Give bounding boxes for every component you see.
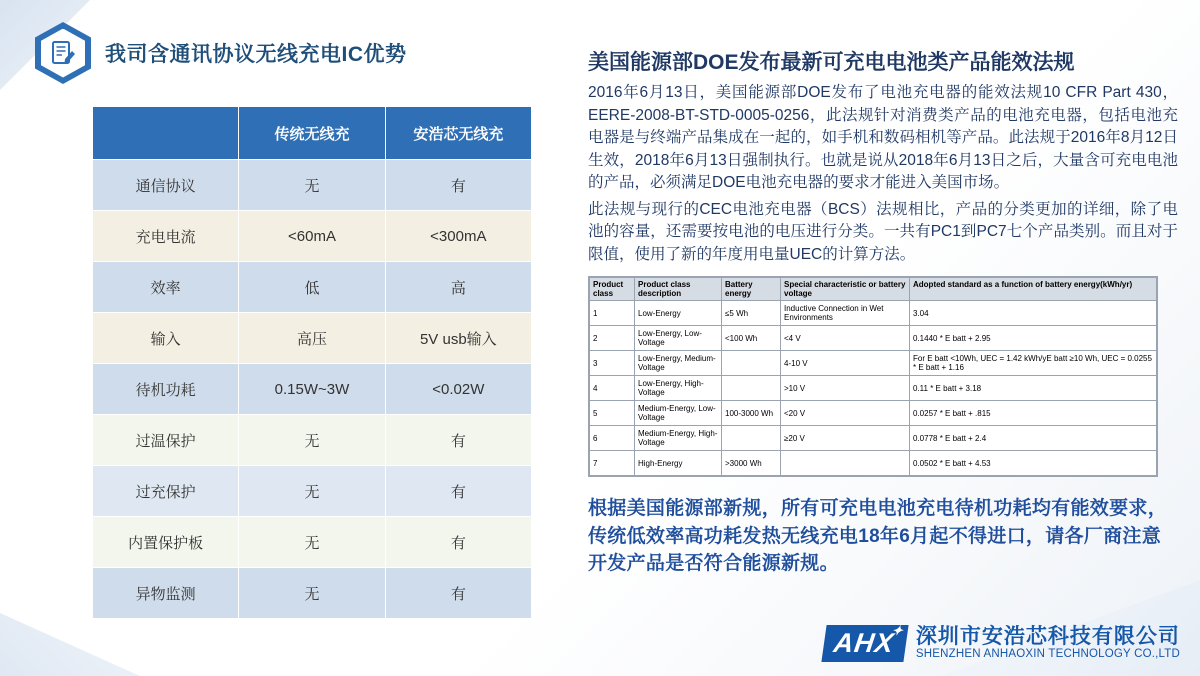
table-row [93,415,532,466]
cell-ahx: 有 [385,517,531,568]
doe-cell-special: <4 V [781,326,910,351]
doe-cell-class: 4 [590,376,635,401]
comparison-table [92,106,532,619]
doe-cell-energy [722,351,781,376]
row-label: 效率 [93,262,239,313]
row-label: 充电电流 [93,211,239,262]
row-label: 过充保护 [93,466,239,517]
cell-traditional: 无 [239,415,385,466]
cell-traditional: 低 [239,262,385,313]
doe-col-special-characteristic: Special characteristic or battery voltage [781,278,910,301]
doe-col-battery-energy: Battery energy [722,278,781,301]
company-name-en: SHENZHEN ANHAOXIN TECHNOLOGY CO.,LTD [915,648,1180,661]
doe-cell-standard: 0.0502 * E batt + 4.53 [910,451,1157,476]
table-row [93,262,532,313]
cell-traditional: 无 [239,160,385,211]
slide-title-row [35,22,550,84]
doe-table-row [590,376,1157,401]
company-logo [824,625,1180,662]
column-header-traditional: 传统无线充 [239,107,385,160]
doe-col-description: Product class description [635,278,722,301]
column-header-ahx: 安浩芯无线充 [385,107,531,160]
doe-table-row [590,351,1157,376]
cell-ahx: <300mA [385,211,531,262]
company-name-cn: 深圳市安浩芯科技有限公司 [915,625,1180,649]
row-label: 待机功耗 [93,364,239,415]
doe-cell-special: ≥20 V [781,426,910,451]
cell-ahx: <0.02W [385,364,531,415]
doe-cell-special: <20 V [781,401,910,426]
table-header-row [93,107,532,160]
table-row [93,313,532,364]
table-row [93,211,532,262]
doe-cell-special: >10 V [781,376,910,401]
doe-cell-class: 5 [590,401,635,426]
cell-traditional: 无 [239,568,385,619]
doe-cell-standard: 3.04 [910,301,1157,326]
table-row [93,364,532,415]
doe-cell-standard: 0.1440 * E batt + 2.95 [910,326,1157,351]
table-row [93,160,532,211]
table-row [93,466,532,517]
doe-cell-energy: ≤5 Wh [722,301,781,326]
doe-heading: 美国能源部DOE发布最新可充电电池类产品能效法规 [588,51,1075,74]
cell-traditional: 无 [239,466,385,517]
doe-cell-special: 4-10 V [781,351,910,376]
doe-table-row [590,326,1157,351]
doe-cell-description: High-Energy [635,451,722,476]
doe-cell-class: 2 [590,326,635,351]
column-header-blank [93,107,239,160]
cell-traditional: <60mA [239,211,385,262]
doe-cell-energy: >3000 Wh [722,451,781,476]
table-row [93,517,532,568]
doe-table-row [590,451,1157,476]
cell-ahx: 有 [385,466,531,517]
table-row [93,568,532,619]
doe-cell-standard: 0.11 * E batt + 3.18 [910,376,1157,401]
doe-cell-description: Low-Energy, High-Voltage [635,376,722,401]
doe-table-row [590,301,1157,326]
page-title: 我司含通讯协议无线充电IC优势 [105,43,407,66]
cell-traditional: 高压 [239,313,385,364]
doe-cell-standard: For E batt <10Wh, UEC = 1.42 kWh/yE batt ≥10 Wh, UEC = 0.0255 * E batt + 1.16 [910,351,1157,376]
doe-cell-description: Low-Energy, Low-Voltage [635,326,722,351]
logo-mark-text: AHX [831,628,897,658]
cell-ahx: 有 [385,568,531,619]
doe-cell-standard: 0.0778 * E batt + 2.4 [910,426,1157,451]
logo-mark [821,625,908,662]
cell-ahx: 有 [385,415,531,466]
doe-table-row [590,426,1157,451]
row-label: 通信协议 [93,160,239,211]
cell-traditional: 无 [239,517,385,568]
doe-cell-description: Medium-Energy, Low-Voltage [635,401,722,426]
row-label: 内置保护板 [93,517,239,568]
doe-cell-description: Medium-Energy, High-Voltage [635,426,722,451]
doe-paragraph-1: 2016年6月13日，美国能源部DOE发布了电池充电器的能效法规10 CFR Part 430，EERE-2008-BT-STD-0005-0256，此法规针对消费类产品的电池充电器，包括电池充电器是与终端产品集成在一起的，如手机和数码相机等产品。此法规于2016年8月12日生效，2018年6月13日强制执行。也就是说从2018年6月13日之后，大量含可充电电池的产品，必须满足DOE电池充电器的要求才能进入美国市场。 [588,84,1178,192]
right-column [588,50,1178,578]
doe-paragraph-2: 此法规与现行的CEC电池充电器（BCS）法规相比，产品的分类更加的详细，除了电池的容量，还需要按电池的电压进行分类。一共有PC1到PC7七个产品类别。而且对于限值，使用了新的年度用电量UEC的计算方法。 [588,200,1178,263]
doe-cell-special [781,451,910,476]
doe-table-header-row [590,278,1157,301]
document-pen-icon [35,22,91,84]
cell-ahx: 高 [385,262,531,313]
star-icon: ✦ [890,623,905,638]
doe-cell-description: Low-Energy [635,301,722,326]
doe-col-adopted-standard: Adopted standard as a function of battery energy(kWh/yr) [910,278,1157,301]
highlight-note: 根据美国能源部新规，所有可充电电池充电待机功耗均有能效要求，传统低效率高功耗发热无线充电18年6月起不得进口，请各厂商注意开发产品是否符合能源新规。 [588,498,1168,575]
doe-cell-energy [722,426,781,451]
row-label: 过温保护 [93,415,239,466]
doe-cell-energy: <100 Wh [722,326,781,351]
doe-cell-energy [722,376,781,401]
doe-table-row [590,401,1157,426]
cell-ahx: 有 [385,160,531,211]
cell-traditional: 0.15W~3W [239,364,385,415]
doe-product-class-table [588,276,1158,477]
doe-cell-special: Inductive Connection in Wet Environments [781,301,910,326]
company-name-block [916,625,1180,662]
doe-cell-energy: 100-3000 Wh [722,401,781,426]
doe-cell-class: 3 [590,351,635,376]
doe-col-product-class: Product class [590,278,635,301]
cell-ahx: 5V usb输入 [385,313,531,364]
row-label: 输入 [93,313,239,364]
row-label: 异物监测 [93,568,239,619]
left-column [30,22,550,619]
doe-cell-standard: 0.0257 * E batt + .815 [910,401,1157,426]
doe-cell-class: 6 [590,426,635,451]
doe-cell-description: Low-Energy, Medium-Voltage [635,351,722,376]
doe-cell-class: 7 [590,451,635,476]
doe-cell-class: 1 [590,301,635,326]
